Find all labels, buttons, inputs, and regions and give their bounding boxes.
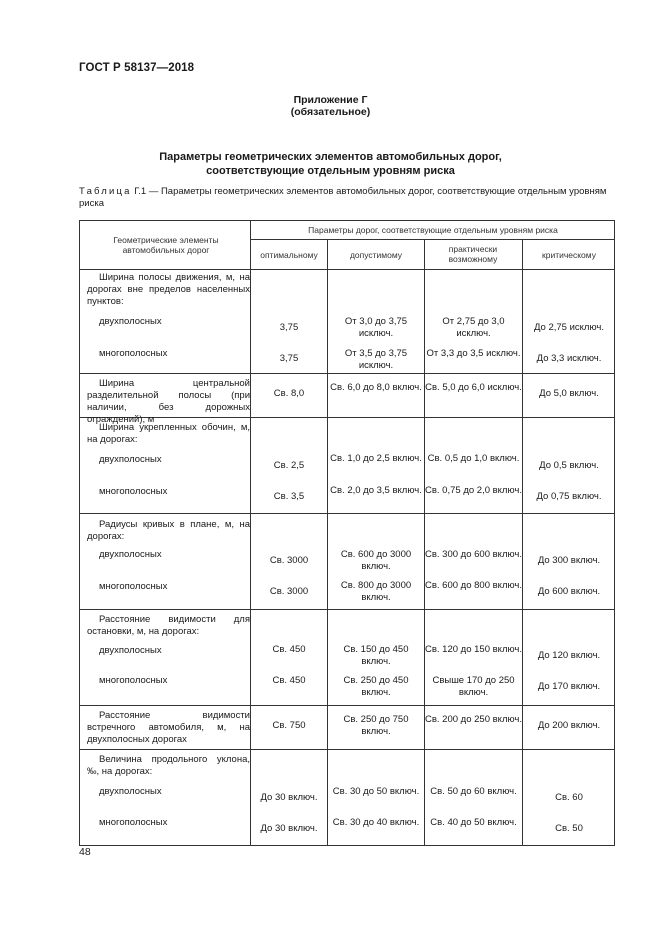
row-sub-label: многополосных <box>99 348 168 359</box>
value-cell: Св. 200 до 250 включ. <box>425 714 522 725</box>
row-sub-label: двухполосных <box>99 549 162 560</box>
table-group <box>80 750 614 845</box>
table-group <box>80 706 614 750</box>
group-label: Ширина укрепленных обочин, м, на дорогах: <box>87 422 250 445</box>
table-group <box>80 610 614 706</box>
value-cell: Св. 6,0 до 8,0 включ. <box>330 382 422 393</box>
value-cell: Св. 60 <box>555 792 583 803</box>
value-cell: Св. 3,5 <box>273 491 305 502</box>
value-cell: До 2,75 исключ. <box>534 322 604 333</box>
value-cell: Св. 800 до 3000 включ. <box>340 580 412 603</box>
value-cell: До 600 включ. <box>537 586 601 597</box>
value-cell: До 170 включ. <box>537 681 601 692</box>
appendix-note: (обязательное) <box>290 106 371 118</box>
value-cell: Св. 1,0 до 2,5 включ. <box>330 453 422 464</box>
value-cell: Св. 250 до 750 включ. <box>343 714 409 737</box>
value-cell: Св. 5,0 до 6,0 исключ. <box>425 382 522 393</box>
group-label: Величина продольного уклона, ‰, на дорогах: <box>87 754 250 777</box>
value-cell: Св. 40 до 50 включ. <box>430 817 517 828</box>
group-label: Радиусы кривых в плане, м, на дорогах: <box>87 519 250 542</box>
value-cell: Св. 300 до 600 включ. <box>425 549 522 560</box>
page-number: 48 <box>79 846 91 858</box>
row-sub-label: многополосных <box>99 486 168 497</box>
value-cell: Св. 750 <box>272 720 306 731</box>
value-cell: Св. 2,0 до 3,5 включ. <box>330 485 422 496</box>
group-label: Ширина центральной разделительной полосы (при наличии, без дорожных ограждений), м <box>87 378 250 425</box>
table-caption-text: Г.1 — Параметры геометрических элементов автомобильных дорог, соответствующие отдельным уровням риска <box>79 186 607 209</box>
value-cell: До 5,0 включ. <box>539 388 599 399</box>
table-group <box>80 418 614 514</box>
row-sub-label: многополосных <box>99 817 168 828</box>
header-level-practical: практически возможному <box>448 244 498 264</box>
table-group <box>80 270 614 374</box>
value-cell: Св. 600 до 800 включ. <box>425 580 522 591</box>
value-cell: От 2,75 до 3,0 исключ. <box>442 316 505 339</box>
table-caption <box>79 186 614 210</box>
value-cell: До 200 включ. <box>537 720 601 731</box>
value-cell: Св. 50 <box>555 823 583 834</box>
header-level-critical: критическому <box>542 250 596 260</box>
row-sub-label: двухполосных <box>99 316 162 327</box>
value-cell: До 0,75 включ. <box>536 491 602 502</box>
value-cell: От 3,5 до 3,75 исключ. <box>344 348 408 371</box>
parameters-table <box>79 220 615 846</box>
value-cell: 3,75 <box>279 322 299 333</box>
page-title-line-2: соответствующие отдельным уровням риска <box>206 165 455 177</box>
value-cell: Св. 450 <box>272 675 306 686</box>
value-cell: Св. 0,75 до 2,0 включ. <box>425 485 522 496</box>
value-cell: Свыше 170 до 250 включ. <box>432 675 515 698</box>
value-cell: Св. 3000 <box>269 586 309 597</box>
header-level-acceptable: допустимому <box>349 250 403 260</box>
row-sub-label: многополосных <box>99 581 168 592</box>
value-cell: Св. 2,5 <box>273 460 305 471</box>
value-cell: До 0,5 включ. <box>539 460 599 471</box>
value-cell: До 300 включ. <box>537 555 601 566</box>
document-id: ГОСТ Р 58137—2018 <box>79 62 195 74</box>
page-title-line-1: Параметры геометрических элементов автомобильных дорог, <box>159 151 502 163</box>
value-cell: Св. 0,5 до 1,0 включ. <box>427 453 520 464</box>
row-sub-label: многополосных <box>99 675 168 686</box>
header-group-cell: Параметры дорог, соответствующие отдельным уровням риска <box>308 225 558 235</box>
value-cell: До 3,3 исключ. <box>536 353 602 364</box>
header-level-optimal: оптимальному <box>260 250 318 260</box>
row-sub-label: двухполосных <box>99 645 162 656</box>
value-cell: Св. 150 до 450 включ. <box>343 644 409 667</box>
table-caption-label: Таблица <box>79 186 132 197</box>
value-cell: Св. 50 до 60 включ. <box>430 786 517 797</box>
value-cell: От 3,0 до 3,75 исключ. <box>344 316 408 339</box>
header-elements-cell: Геометрические элементы автомобильных дорог <box>113 235 219 255</box>
value-cell: Св. 3000 <box>269 555 309 566</box>
value-cell: Св. 600 до 3000 включ. <box>340 549 412 572</box>
row-sub-label: двухполосных <box>99 786 162 797</box>
value-cell: До 30 включ. <box>260 792 318 803</box>
row-sub-label: двухполосных <box>99 454 162 465</box>
group-label: Расстояние видимости для остановки, м, на дорогах: <box>87 614 250 637</box>
group-label: Расстояние видимости встречного автомобиля, м, на двухполосных дорогах <box>87 710 250 745</box>
value-cell: Св. 450 <box>272 644 306 655</box>
value-cell: От 3,3 до 3,5 исключ. <box>426 348 521 359</box>
value-cell: Св. 8,0 <box>273 388 305 399</box>
value-cell: До 120 включ. <box>537 650 601 661</box>
appendix-title: Приложение Г <box>293 94 368 106</box>
value-cell: Св. 30 до 40 включ. <box>332 817 420 828</box>
value-cell: Св. 250 до 450 включ. <box>343 675 409 698</box>
value-cell: До 30 включ. <box>260 823 318 834</box>
value-cell: Св. 30 до 50 включ. <box>332 786 420 797</box>
table-group <box>80 374 614 425</box>
group-label: Ширина полосы движения, м, на дорогах вне пределов населенных пунктов: <box>87 272 250 307</box>
value-cell: 3,75 <box>279 353 299 364</box>
value-cell: Св. 120 до 150 включ. <box>425 644 522 655</box>
table-header <box>80 221 614 270</box>
table-group <box>80 514 614 610</box>
